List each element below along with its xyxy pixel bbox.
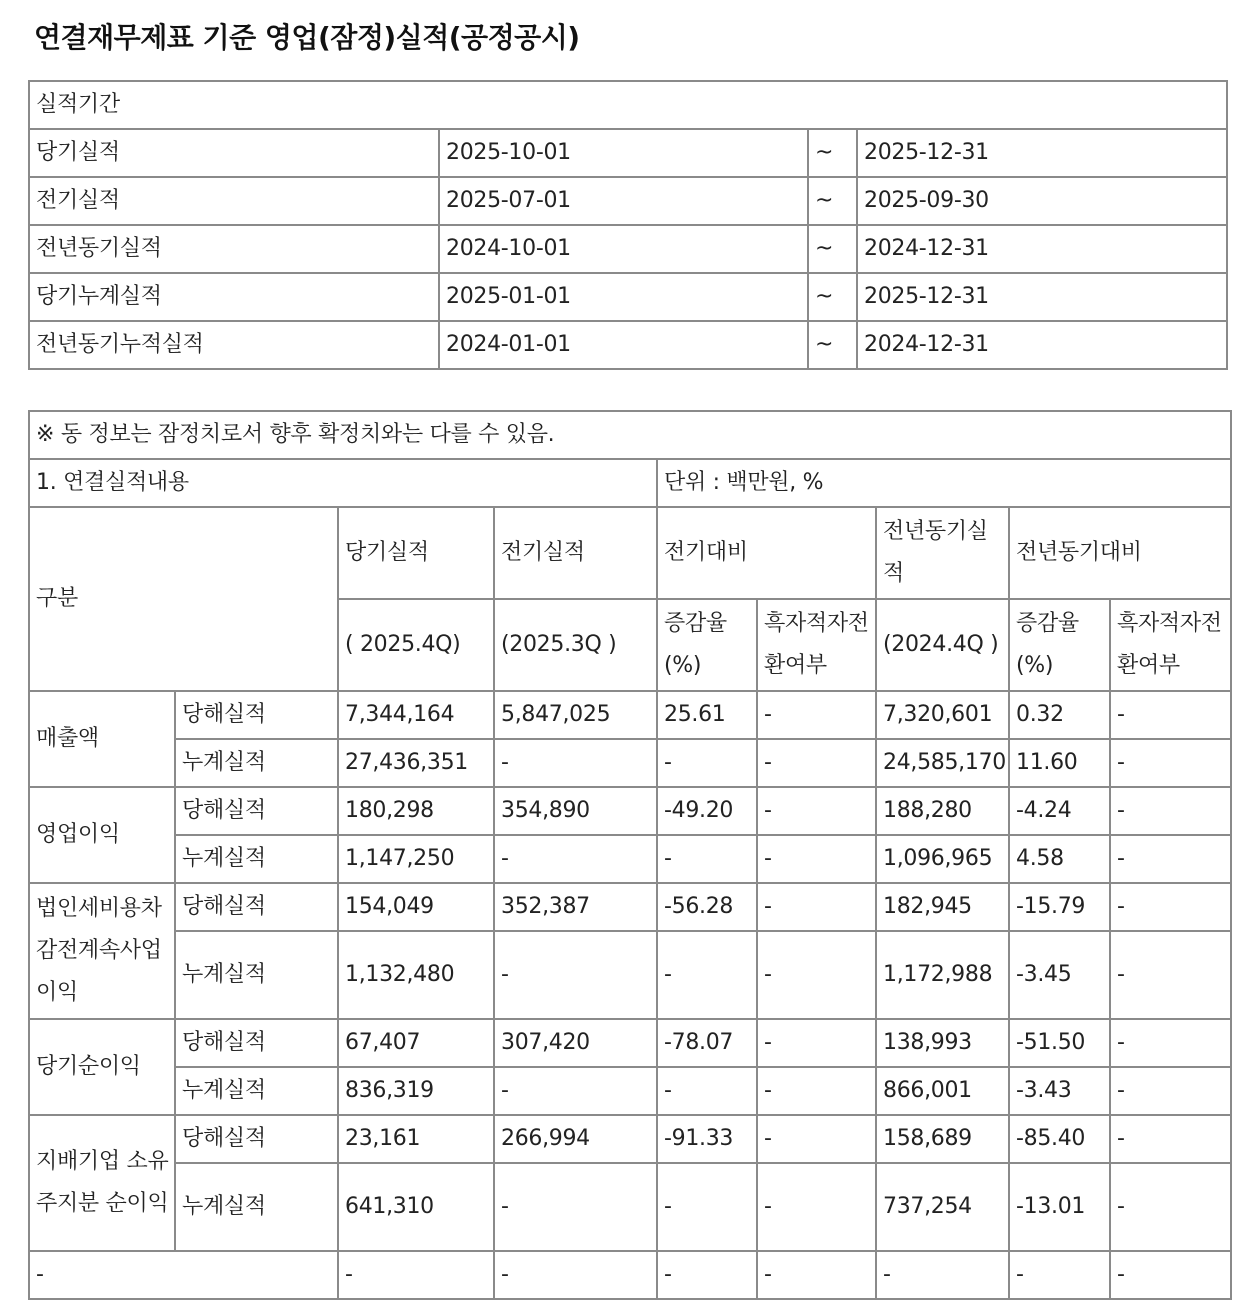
- current-value: 836,319: [338, 1067, 494, 1115]
- prior-year-value: 7,320,601: [876, 691, 1009, 739]
- qoq-rate: -56.28: [657, 883, 757, 931]
- previous-value: 354,890: [494, 787, 657, 835]
- period-from: 2025-01-01: [439, 273, 808, 321]
- current-value: 27,436,351: [338, 739, 494, 787]
- row-type: 당해실적: [175, 1115, 338, 1163]
- row-type: 당해실적: [175, 1019, 338, 1067]
- previous-value: -: [494, 1067, 657, 1115]
- previous-header: 전기실적: [494, 507, 657, 599]
- period-from: 2024-01-01: [439, 321, 808, 369]
- qoq-turn: -: [757, 739, 876, 787]
- period-row: [29, 129, 1227, 177]
- yoy-rate: -4.24: [1009, 787, 1110, 835]
- page-title: 연결재무제표 기준 영업(잠정)실적(공정공시): [34, 21, 580, 54]
- row-type: 당해실적: [175, 883, 338, 931]
- table-row: [29, 835, 1231, 883]
- yoy-rate: -51.50: [1009, 1019, 1110, 1067]
- current-value: 180,298: [338, 787, 494, 835]
- prior-year-value: 24,585,170: [876, 739, 1009, 787]
- prior-year-value: 182,945: [876, 883, 1009, 931]
- period-to: 2025-12-31: [857, 273, 1227, 321]
- period-row: [29, 273, 1227, 321]
- prior-year-value: 1,096,965: [876, 835, 1009, 883]
- prior-year-header: 전년동기실적: [876, 507, 1009, 599]
- row-type: 당해실적: [175, 691, 338, 739]
- period-label: 전기실적: [29, 177, 439, 225]
- row-type: 당해실적: [175, 787, 338, 835]
- footer-row: [29, 1251, 1231, 1299]
- period-sep: ~: [808, 129, 857, 177]
- previous-value: -: [494, 835, 657, 883]
- period-sep: ~: [808, 177, 857, 225]
- yoy-turn: -: [1110, 1067, 1231, 1115]
- prior-year-value: 737,254: [876, 1163, 1009, 1251]
- group-name: 지배기업 소유주지분 순이익: [29, 1115, 175, 1251]
- results-table: [28, 410, 1232, 1300]
- row-type: 누계실적: [175, 931, 338, 1019]
- previous-value: 266,994: [494, 1115, 657, 1163]
- qoq-turn-header: 흑자적자전환여부: [757, 599, 876, 691]
- period-label: 당기실적: [29, 129, 439, 177]
- period-to: 2025-12-31: [857, 129, 1227, 177]
- group-name: 법인세비용차감전계속사업이익: [29, 883, 175, 1019]
- qoq-rate: -49.20: [657, 787, 757, 835]
- footer-cell: -: [757, 1251, 876, 1299]
- table-row: [29, 1115, 1231, 1163]
- prior-year-value: 138,993: [876, 1019, 1009, 1067]
- table-row: [29, 931, 1231, 1019]
- current-value: 154,049: [338, 883, 494, 931]
- qoq-rate-header: 증감율(%): [657, 599, 757, 691]
- table-row: [29, 787, 1231, 835]
- footer-cell: -: [1009, 1251, 1110, 1299]
- current-header: 당기실적: [338, 507, 494, 599]
- period-row: [29, 177, 1227, 225]
- period-sep: ~: [808, 321, 857, 369]
- footer-cell: -: [1110, 1251, 1231, 1299]
- current-value: 641,310: [338, 1163, 494, 1251]
- yoy-rate: -13.01: [1009, 1163, 1110, 1251]
- current-value: 1,147,250: [338, 835, 494, 883]
- period-row: [29, 321, 1227, 369]
- period-header-row: [29, 81, 1227, 129]
- period-to: 2025-09-30: [857, 177, 1227, 225]
- table-row: [29, 1019, 1231, 1067]
- yoy-rate: -15.79: [1009, 883, 1110, 931]
- footer-cell: -: [338, 1251, 494, 1299]
- previous-value: 307,420: [494, 1019, 657, 1067]
- previous-value: -: [494, 1163, 657, 1251]
- qoq-turn: -: [757, 1163, 876, 1251]
- yoy-rate: -3.45: [1009, 931, 1110, 1019]
- period-label: 전년동기누적실적: [29, 321, 439, 369]
- row-type: 누계실적: [175, 1067, 338, 1115]
- qoq-turn: -: [757, 835, 876, 883]
- qoq-rate: -: [657, 739, 757, 787]
- period-from: 2024-10-01: [439, 225, 808, 273]
- qoq-rate: -78.07: [657, 1019, 757, 1067]
- table-row: [29, 883, 1231, 931]
- period-to: 2024-12-31: [857, 225, 1227, 273]
- row-type: 누계실적: [175, 835, 338, 883]
- prior-year-value: 158,689: [876, 1115, 1009, 1163]
- table-row: [29, 739, 1231, 787]
- yoy-turn-header: 흑자적자전환여부: [1110, 599, 1231, 691]
- qoq-turn: -: [757, 691, 876, 739]
- qoq-rate: -: [657, 931, 757, 1019]
- qoq-turn: -: [757, 1115, 876, 1163]
- row-type: 누계실적: [175, 1163, 338, 1251]
- prior-year-value: 188,280: [876, 787, 1009, 835]
- group-name: 당기순이익: [29, 1019, 175, 1115]
- yoy-turn: -: [1110, 691, 1231, 739]
- period-table: [28, 80, 1228, 370]
- yoy-turn: -: [1110, 883, 1231, 931]
- prior-year-value: 866,001: [876, 1067, 1009, 1115]
- category-header: 구분: [29, 507, 338, 691]
- section-row: [29, 459, 1231, 507]
- yoy-rate: 4.58: [1009, 835, 1110, 883]
- previous-value: -: [494, 739, 657, 787]
- period-header: 실적기간: [29, 81, 1227, 129]
- previous-value: 5,847,025: [494, 691, 657, 739]
- header-row: [29, 507, 1231, 599]
- yoy-turn: -: [1110, 787, 1231, 835]
- previous-period: (2025.3Q ): [494, 599, 657, 691]
- period-sep: ~: [808, 225, 857, 273]
- period-label: 당기누계실적: [29, 273, 439, 321]
- period-sep: ~: [808, 273, 857, 321]
- table-row: [29, 1067, 1231, 1115]
- table-row: [29, 1163, 1231, 1251]
- yoy-turn: -: [1110, 739, 1231, 787]
- yoy-rate: 11.60: [1009, 739, 1110, 787]
- qoq-turn: -: [757, 931, 876, 1019]
- footer-cell: -: [494, 1251, 657, 1299]
- section-title: 1. 연결실적내용: [29, 459, 657, 507]
- period-to: 2024-12-31: [857, 321, 1227, 369]
- current-value: 23,161: [338, 1115, 494, 1163]
- yoy-rate-header: 증감율(%): [1009, 599, 1110, 691]
- previous-value: -: [494, 931, 657, 1019]
- current-period: ( 2025.4Q): [338, 599, 494, 691]
- table-row: [29, 691, 1231, 739]
- qoq-turn: -: [757, 787, 876, 835]
- footer-cell: -: [29, 1251, 338, 1299]
- previous-value: 352,387: [494, 883, 657, 931]
- yoy-rate: -3.43: [1009, 1067, 1110, 1115]
- footer-cell: -: [657, 1251, 757, 1299]
- period-from: 2025-10-01: [439, 129, 808, 177]
- qoq-rate: -: [657, 1067, 757, 1115]
- period-label: 전년동기실적: [29, 225, 439, 273]
- yoy-rate: 0.32: [1009, 691, 1110, 739]
- yoy-turn: -: [1110, 835, 1231, 883]
- qoq-rate: 25.61: [657, 691, 757, 739]
- current-value: 67,407: [338, 1019, 494, 1067]
- qoq-rate: -91.33: [657, 1115, 757, 1163]
- qoq-rate: -: [657, 1163, 757, 1251]
- period-row: [29, 225, 1227, 273]
- qoq-turn: -: [757, 883, 876, 931]
- yoy-turn: -: [1110, 931, 1231, 1019]
- current-value: 7,344,164: [338, 691, 494, 739]
- notice-text: ※ 동 정보는 잠정치로서 향후 확정치와는 다를 수 있음.: [29, 411, 1231, 459]
- vs-prior-year-header: 전년동기대비: [1009, 507, 1231, 599]
- vs-previous-header: 전기대비: [657, 507, 876, 599]
- prior-year-value: 1,172,988: [876, 931, 1009, 1019]
- yoy-rate: -85.40: [1009, 1115, 1110, 1163]
- row-type: 누계실적: [175, 739, 338, 787]
- group-name: 매출액: [29, 691, 175, 787]
- current-value: 1,132,480: [338, 931, 494, 1019]
- yoy-turn: -: [1110, 1163, 1231, 1251]
- notice-row: [29, 411, 1231, 459]
- prior-year-period: (2024.4Q ): [876, 599, 1009, 691]
- qoq-turn: -: [757, 1067, 876, 1115]
- footer-cell: -: [876, 1251, 1009, 1299]
- period-from: 2025-07-01: [439, 177, 808, 225]
- yoy-turn: -: [1110, 1115, 1231, 1163]
- yoy-turn: -: [1110, 1019, 1231, 1067]
- unit-label: 단위 : 백만원, %: [657, 459, 1231, 507]
- qoq-turn: -: [757, 1019, 876, 1067]
- group-name: 영업이익: [29, 787, 175, 883]
- qoq-rate: -: [657, 835, 757, 883]
